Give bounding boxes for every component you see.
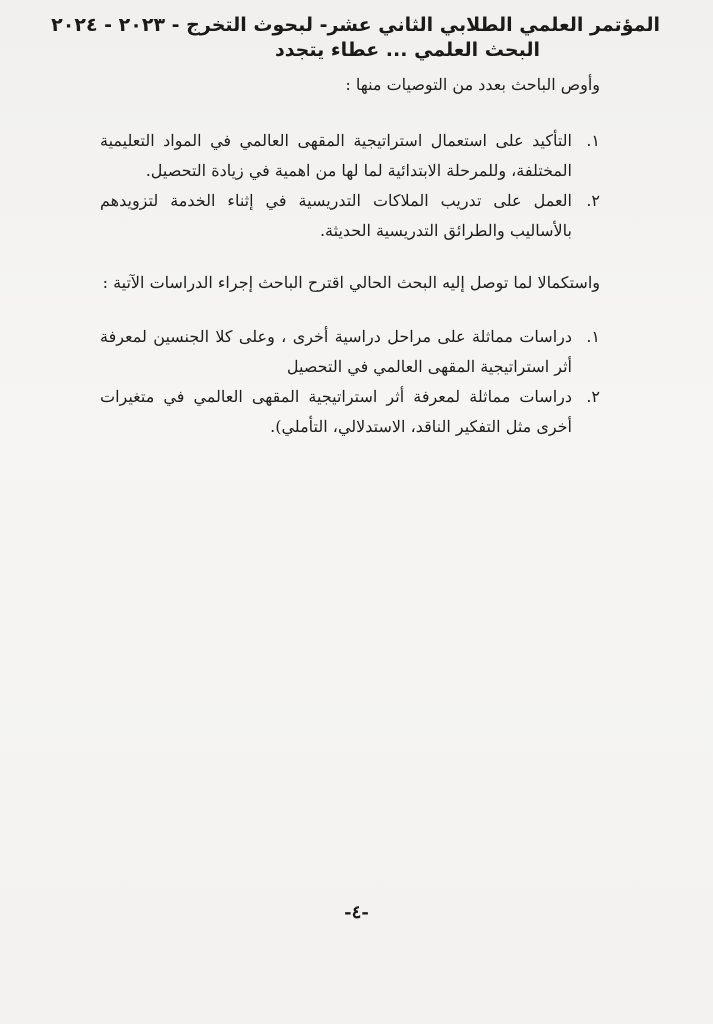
page-number: -٤- [344, 902, 369, 923]
list-item-number: ٢. [586, 191, 600, 210]
list-item [100, 322, 600, 382]
studies-list [100, 322, 600, 442]
list-item-number: ٢. [586, 387, 600, 406]
recommendations-list [100, 126, 600, 246]
list-item [100, 186, 600, 246]
recommendations-intro: وأوص الباحث بعدد من التوصيات منها : [345, 75, 600, 94]
conference-header [51, 12, 660, 62]
list-item-text: دراسات مماثلة على مراحل دراسية أخرى ، وعلى كلا الجنسين لمعرفة أثر استراتيجية المقهى العالمي في التحصيل [100, 327, 572, 376]
studies-intro: واستكمالا لما توصل إليه البحث الحالي اقترح الباحث إجراء الدراسات الآتية : [102, 273, 600, 292]
list-item [100, 126, 600, 186]
list-item-text: دراسات مماثلة لمعرفة أثر استراتيجية المقهى العالمي في متغيرات أخرى مثل التفكير الناقد، الاستدلالي، التأملي). [100, 387, 572, 436]
list-item-text: التأكيد على استعمال استراتيجية المقهى العالمي في المواد التعليمية المختلفة، وللمرحلة الابتدائية لما لها من اهمية في زيادة التحصيل. [100, 131, 572, 180]
list-item-text: العمل على تدريب الملاكات التدريسية في إثناء الخدمة لتزويدهم بالأساليب والطرائق التدريسية الحديثة. [100, 191, 572, 240]
list-item [100, 382, 600, 442]
header-subtitle: البحث العلمي ... عطاء يتجدد [274, 39, 540, 61]
list-item-number: ١. [586, 131, 600, 150]
list-item-number: ١. [586, 327, 600, 346]
header-title: المؤتمر العلمي الطلابي الثاني عشر- لبحوث التخرج - ٢٠٢٣ - ٢٠٢٤ [51, 14, 660, 36]
document-body [100, 70, 600, 442]
